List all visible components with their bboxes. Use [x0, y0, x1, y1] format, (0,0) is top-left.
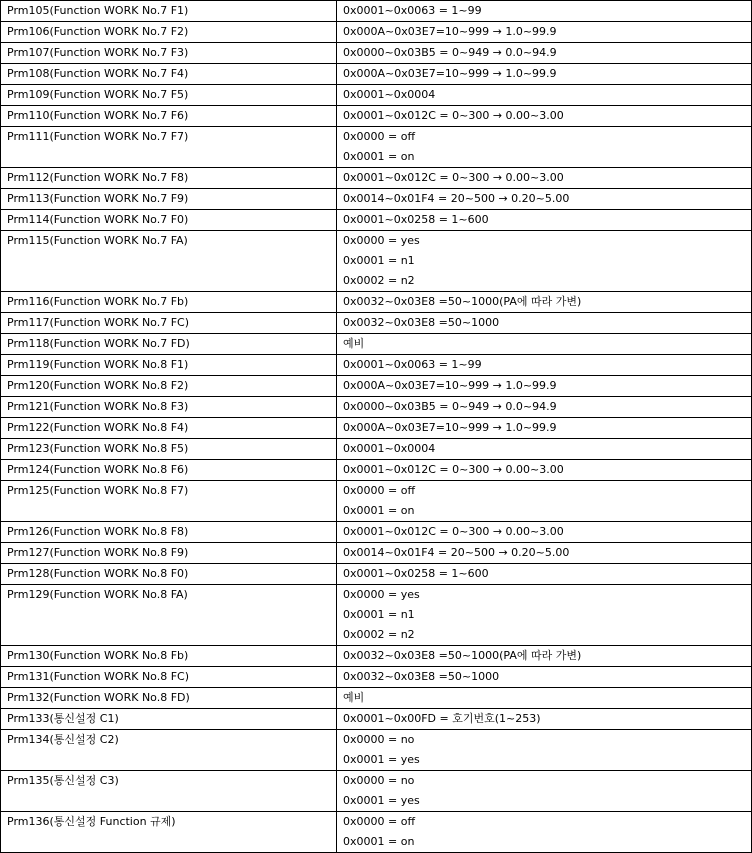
parameter-value-cell — [337, 64, 752, 85]
parameter-name: Prm123(Function WORK No.8 F5) — [7, 442, 189, 455]
parameter-value: 0x0001 = n1 — [343, 254, 415, 267]
parameter-name: Prm120(Function WORK No.8 F2) — [7, 379, 189, 392]
parameter-name-cell — [1, 64, 337, 85]
parameter-name: Prm110(Function WORK No.7 F6) — [7, 109, 189, 122]
table-row — [1, 334, 752, 355]
parameter-value: 0x0000 = off — [343, 815, 416, 828]
parameter-name-cell — [1, 334, 337, 355]
parameter-value-cell — [337, 771, 752, 812]
table-row — [1, 771, 752, 812]
parameter-name: Prm125(Function WORK No.8 F7) — [7, 484, 189, 497]
parameter-name: Prm106(Function WORK No.7 F2) — [7, 25, 189, 38]
parameter-value-cell — [337, 189, 752, 210]
parameter-value-cell — [337, 481, 752, 522]
table-row — [1, 667, 752, 688]
parameter-name: Prm124(Function WORK No.8 F6) — [7, 463, 189, 476]
parameter-name-cell — [1, 522, 337, 543]
parameter-value-cell — [337, 43, 752, 64]
parameter-name-cell — [1, 127, 337, 168]
parameter-value: 0x0000 = yes — [343, 234, 420, 247]
parameter-value: 0x0001~0x0258 = 1~600 — [343, 213, 489, 226]
parameter-name: Prm108(Function WORK No.7 F4) — [7, 67, 189, 80]
parameter-value-cell — [337, 418, 752, 439]
table-row — [1, 64, 752, 85]
parameter-value: 0x0000~0x03B5 = 0~949 → 0.0~94.9 — [343, 46, 557, 59]
parameter-value: 0x0000 = off — [343, 130, 416, 143]
parameter-value-cell — [337, 522, 752, 543]
parameter-value-cell — [337, 543, 752, 564]
parameter-value-cell — [337, 667, 752, 688]
table-row — [1, 522, 752, 543]
parameter-name: Prm134(통신설정 C2) — [7, 733, 119, 746]
parameter-name-cell — [1, 168, 337, 189]
parameter-name: Prm116(Function WORK No.7 Fb) — [7, 295, 189, 308]
parameter-name-cell — [1, 667, 337, 688]
parameter-name: Prm111(Function WORK No.7 F7) — [7, 130, 189, 143]
parameter-name: Prm135(통신설정 C3) — [7, 774, 119, 787]
table-row — [1, 418, 752, 439]
parameter-value: 0x0014~0x01F4 = 20~500 → 0.20~5.00 — [343, 546, 570, 559]
parameter-name-cell — [1, 771, 337, 812]
parameter-value: 0x0001 = on — [343, 504, 415, 517]
parameter-name: Prm128(Function WORK No.8 F0) — [7, 567, 189, 580]
table-row — [1, 646, 752, 667]
parameter-value: 0x0001~0x0063 = 1~99 — [343, 4, 482, 17]
parameter-value-cell — [337, 730, 752, 771]
parameter-name-cell — [1, 397, 337, 418]
parameter-name-cell — [1, 189, 337, 210]
table-row — [1, 231, 752, 292]
parameter-value: 0x0001 = yes — [343, 794, 420, 807]
parameter-name: Prm122(Function WORK No.8 F4) — [7, 421, 189, 434]
parameter-name-cell — [1, 1, 337, 22]
parameter-value-cell — [337, 397, 752, 418]
parameter-name-cell — [1, 231, 337, 292]
parameter-value-cell — [337, 106, 752, 127]
parameter-value: 0x0002 = n2 — [343, 274, 415, 287]
parameter-name-cell — [1, 85, 337, 106]
table-row — [1, 585, 752, 646]
parameter-name: Prm126(Function WORK No.8 F8) — [7, 525, 189, 538]
table-row — [1, 376, 752, 397]
table-row — [1, 43, 752, 64]
parameter-value-cell — [337, 313, 752, 334]
parameter-name: Prm136(통신설정 Function 규제) — [7, 815, 176, 828]
parameter-value-cell — [337, 812, 752, 853]
table-row — [1, 481, 752, 522]
parameter-value: 0x000A~0x03E7=10~999 → 1.0~99.9 — [343, 421, 557, 434]
parameter-value-cell — [337, 688, 752, 709]
parameter-value: 0x000A~0x03E7=10~999 → 1.0~99.9 — [343, 67, 557, 80]
table-row — [1, 355, 752, 376]
parameter-value: 0x0002 = n2 — [343, 628, 415, 641]
parameter-value: 0x0001~0x012C = 0~300 → 0.00~3.00 — [343, 463, 564, 476]
parameter-value: 0x0001~0x0004 — [343, 442, 436, 455]
parameter-name: Prm130(Function WORK No.8 Fb) — [7, 649, 189, 662]
parameter-name-cell — [1, 812, 337, 853]
parameter-value: 예비 — [343, 337, 365, 350]
parameter-name: Prm114(Function WORK No.7 F0) — [7, 213, 189, 226]
parameter-value: 0x0001 = on — [343, 150, 415, 163]
parameter-name: Prm118(Function WORK No.7 FD) — [7, 337, 190, 350]
parameter-name-cell — [1, 564, 337, 585]
parameter-value: 0x0000 = off — [343, 484, 416, 497]
table-row — [1, 168, 752, 189]
parameter-name-cell — [1, 22, 337, 43]
table-row — [1, 564, 752, 585]
parameter-name: Prm127(Function WORK No.8 F9) — [7, 546, 189, 559]
parameter-name-cell — [1, 543, 337, 564]
parameter-value: 0x0001 = yes — [343, 753, 420, 766]
parameter-value-cell — [337, 564, 752, 585]
parameter-value-cell — [337, 355, 752, 376]
parameter-name: Prm133(통신설정 C1) — [7, 712, 119, 725]
parameter-name-cell — [1, 481, 337, 522]
parameter-value: 0x0000 = yes — [343, 588, 420, 601]
table-row — [1, 106, 752, 127]
parameter-value: 0x0001 = on — [343, 835, 415, 848]
parameter-value: 0x0014~0x01F4 = 20~500 → 0.20~5.00 — [343, 192, 570, 205]
parameter-name: Prm112(Function WORK No.7 F8) — [7, 171, 189, 184]
parameter-value: 0x0001~0x00FD = 호기번호(1~253) — [343, 712, 541, 725]
table-row — [1, 127, 752, 168]
parameter-value: 0x0000 = no — [343, 733, 415, 746]
parameter-value-cell — [337, 460, 752, 481]
parameter-name: Prm119(Function WORK No.8 F1) — [7, 358, 189, 371]
parameter-name-cell — [1, 355, 337, 376]
parameter-name-cell — [1, 730, 337, 771]
parameter-name-cell — [1, 646, 337, 667]
table-row — [1, 439, 752, 460]
parameter-value-cell — [337, 231, 752, 292]
parameter-value-cell — [337, 334, 752, 355]
parameter-name-cell — [1, 106, 337, 127]
table-row — [1, 397, 752, 418]
parameter-value: 0x0001~0x0063 = 1~99 — [343, 358, 482, 371]
parameter-name: Prm117(Function WORK No.7 FC) — [7, 316, 189, 329]
parameter-name: Prm131(Function WORK No.8 FC) — [7, 670, 189, 683]
parameter-value-cell — [337, 168, 752, 189]
parameter-name: Prm105(Function WORK No.7 F1) — [7, 4, 189, 17]
parameter-value-cell — [337, 127, 752, 168]
table-row — [1, 543, 752, 564]
table-row — [1, 313, 752, 334]
parameter-value-cell — [337, 646, 752, 667]
parameter-value: 예비 — [343, 691, 365, 704]
table-row — [1, 688, 752, 709]
parameter-table-body — [1, 1, 752, 853]
table-row — [1, 292, 752, 313]
parameter-value: 0x000A~0x03E7=10~999 → 1.0~99.9 — [343, 25, 557, 38]
parameter-name-cell — [1, 43, 337, 64]
parameter-value: 0x0001~0x0004 — [343, 88, 436, 101]
table-row — [1, 460, 752, 481]
parameter-value: 0x000A~0x03E7=10~999 → 1.0~99.9 — [343, 379, 557, 392]
table-row — [1, 1, 752, 22]
table-row — [1, 210, 752, 231]
table-row — [1, 22, 752, 43]
parameter-value-cell — [337, 85, 752, 106]
parameter-name: Prm132(Function WORK No.8 FD) — [7, 691, 190, 704]
parameter-value: 0x0001~0x0258 = 1~600 — [343, 567, 489, 580]
table-row — [1, 85, 752, 106]
parameter-value-cell — [337, 22, 752, 43]
parameter-value-cell — [337, 439, 752, 460]
table-row — [1, 709, 752, 730]
table-row — [1, 189, 752, 210]
parameter-name-cell — [1, 376, 337, 397]
parameter-name-cell — [1, 439, 337, 460]
parameter-value-cell — [337, 1, 752, 22]
parameter-value: 0x0032~0x03E8 =50~1000(PA에 따라 가변) — [343, 295, 582, 308]
parameter-value: 0x0001~0x012C = 0~300 → 0.00~3.00 — [343, 109, 564, 122]
parameter-value-cell — [337, 585, 752, 646]
parameter-name-cell — [1, 210, 337, 231]
parameter-name-cell — [1, 460, 337, 481]
parameter-value-cell — [337, 376, 752, 397]
parameter-value: 0x0032~0x03E8 =50~1000 — [343, 316, 500, 329]
parameter-value: 0x0001~0x012C = 0~300 → 0.00~3.00 — [343, 525, 564, 538]
parameter-value: 0x0000 = no — [343, 774, 415, 787]
parameter-value-cell — [337, 709, 752, 730]
parameter-name: Prm121(Function WORK No.8 F3) — [7, 400, 189, 413]
parameter-name-cell — [1, 585, 337, 646]
parameter-value: 0x0001 = n1 — [343, 608, 415, 621]
parameter-value: 0x0001~0x012C = 0~300 → 0.00~3.00 — [343, 171, 564, 184]
parameter-name: Prm115(Function WORK No.7 FA) — [7, 234, 188, 247]
parameter-name-cell — [1, 292, 337, 313]
parameter-name-cell — [1, 418, 337, 439]
parameter-value: 0x0032~0x03E8 =50~1000(PA에 따라 가변) — [343, 649, 582, 662]
parameter-name: Prm129(Function WORK No.8 FA) — [7, 588, 188, 601]
parameter-name: Prm107(Function WORK No.7 F3) — [7, 46, 189, 59]
parameter-name-cell — [1, 709, 337, 730]
parameter-value: 0x0032~0x03E8 =50~1000 — [343, 670, 500, 683]
parameter-name-cell — [1, 313, 337, 334]
parameter-value-cell — [337, 292, 752, 313]
table-row — [1, 730, 752, 771]
parameter-name: Prm109(Function WORK No.7 F5) — [7, 88, 189, 101]
parameter-value-cell — [337, 210, 752, 231]
parameter-name-cell — [1, 688, 337, 709]
table-row — [1, 812, 752, 853]
parameter-name: Prm113(Function WORK No.7 F9) — [7, 192, 189, 205]
parameter-value: 0x0000~0x03B5 = 0~949 → 0.0~94.9 — [343, 400, 557, 413]
